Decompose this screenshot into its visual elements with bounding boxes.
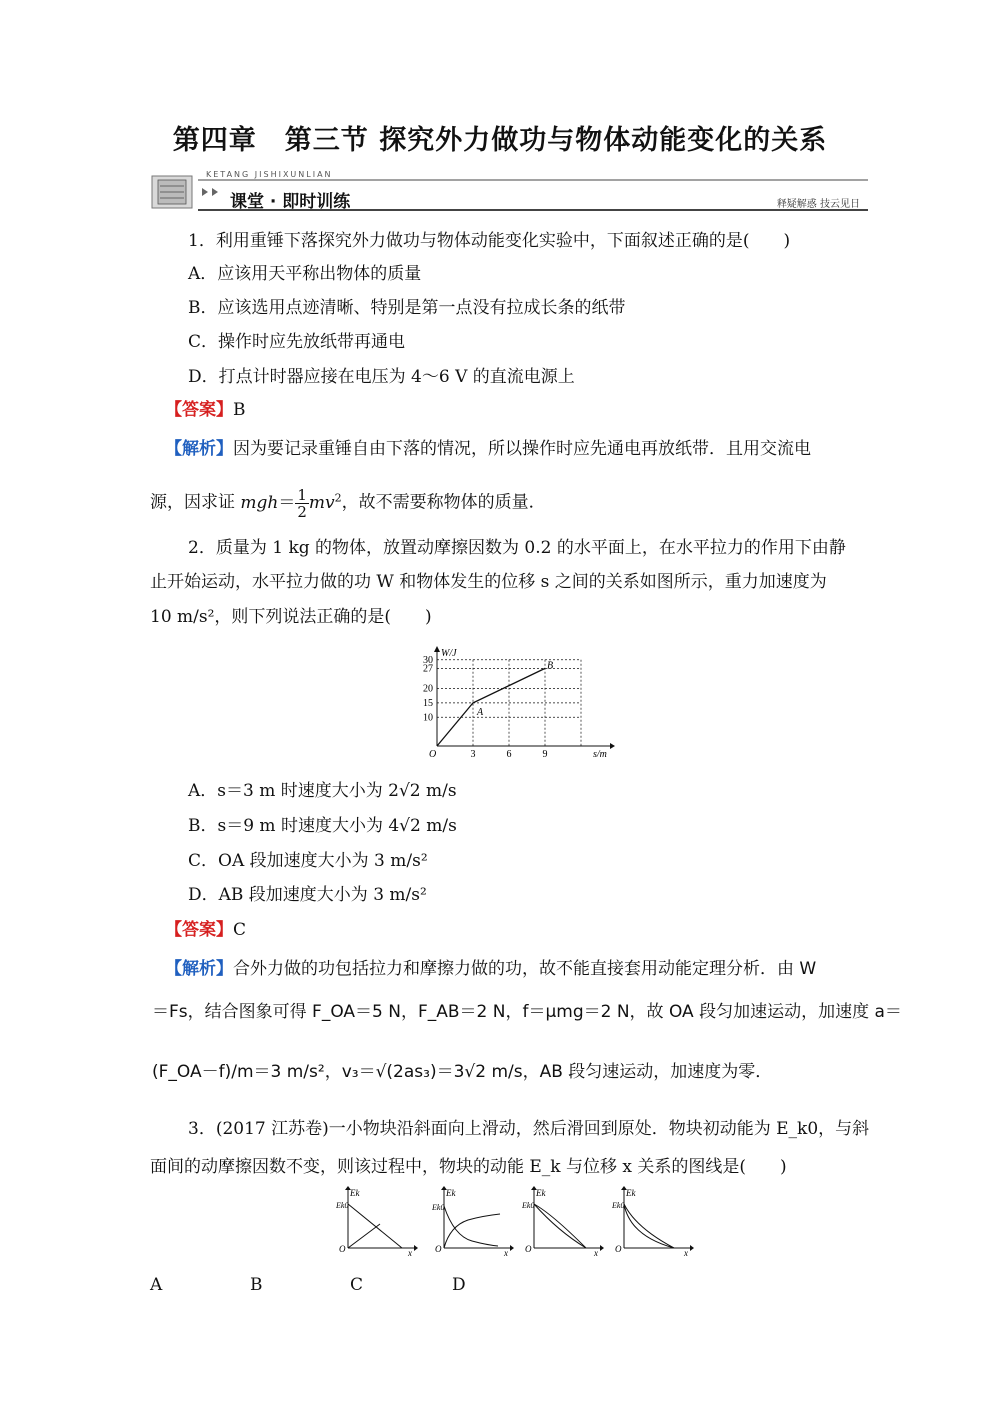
q2-analysis-line1: 【解析】合外力做的功包括拉力和摩擦力做的功，故不能直接套用动能定理分析．由 W xyxy=(165,959,817,979)
analysis-label: 【解析】 xyxy=(165,439,233,459)
q3-graph-b xyxy=(432,1186,514,1256)
q3-choice-c: C xyxy=(350,1275,364,1295)
x-axis-label: x xyxy=(594,1248,598,1256)
x-axis-arrow xyxy=(610,743,615,749)
q2-analysis-line3: (F_OA－f)/m＝3 m/s²，v₃＝√(2as₃)＝3√2 m/s，AB 段匀速运动，加速度为零． xyxy=(152,1062,773,1082)
y-tick-label: 30 xyxy=(423,654,433,666)
answer-label: 【答案】 xyxy=(165,400,233,420)
y0-label: Ek0 xyxy=(336,1201,349,1210)
x-tick-label: 3 xyxy=(470,749,476,758)
origin-label: O xyxy=(435,1244,442,1254)
q3-graph-d xyxy=(612,1186,694,1256)
q2-analysis-line2: ＝Fs，结合图象可得 F_OA＝5 N，F_AB＝2 N，f＝μmg＝2 N，故 OA 段匀加速运动，加速度 a＝ xyxy=(152,1002,902,1022)
banner-label: 课堂 · 即时训练 xyxy=(230,192,351,212)
q2-stem-line2: 止开始运动，水平拉力做的功 W 和物体发生的位移 s 之间的关系如图所示，重力加速度为 xyxy=(150,572,827,592)
q1-stem: 1．利用重锤下落探究外力做功与物体动能变化实验中，下面叙述正确的是( ) xyxy=(188,231,791,251)
analysis-label: 【解析】 xyxy=(165,959,233,979)
banner-right-text: 释疑解惑 技云见日 xyxy=(776,199,860,210)
y-tick-label: 27 xyxy=(423,663,433,675)
q3-choice-b: B xyxy=(250,1275,263,1295)
q2-answer xyxy=(165,918,246,942)
y0-label: Ek0 xyxy=(612,1201,625,1210)
x-axis-label: x xyxy=(504,1248,508,1256)
page-title: 第四章 第三节 探究外力做功与物体动能变化的关系 xyxy=(172,125,828,156)
y-tick-label: 10 xyxy=(423,712,433,724)
x-axis-label: x xyxy=(684,1248,688,1256)
y-tick-label: 20 xyxy=(423,683,433,695)
y0-label: Ek0 xyxy=(432,1203,445,1212)
y0-label: Ek0 xyxy=(522,1201,535,1210)
section-banner xyxy=(150,170,868,214)
q1-option-c: C．操作时应先放纸带再通电 xyxy=(188,332,406,352)
answer-label: 【答案】 xyxy=(165,920,233,940)
x-tick-label: 9 xyxy=(542,749,548,758)
q3-graph-c xyxy=(522,1186,604,1256)
q3-stem-line2: 面间的动摩擦因数不变，则该过程中，物块的动能 E_k 与位移 x 关系的图线是( ) xyxy=(150,1157,787,1177)
point-label-a: A xyxy=(477,706,484,718)
q1-option-d: D．打点计时器应接在电压为 4～6 V 的直流电源上 xyxy=(188,367,575,387)
q2-stem-line1: 2．质量为 1 kg 的物体，放置动摩擦因数为 0.2 的水平面上，在水平拉力的作用下由静 xyxy=(188,538,846,558)
q3-choice-a: A xyxy=(150,1275,163,1295)
q1-option-a: A．应该用天平称出物体的质量 xyxy=(188,264,422,284)
x-axis-label: s/m xyxy=(593,749,607,758)
q1-analysis-line2: 源，因求证 mgh＝ $\frac{1}{2}$ $mv^2$，故不需要称物体的质量． xyxy=(150,485,546,521)
answer-value: C xyxy=(233,920,247,940)
formula-mgh: mgh＝ $\frac{1}{2}$ $mv^2$ xyxy=(240,485,342,521)
q2-option-d: D．AB 段加速度大小为 3 m/s² xyxy=(188,885,427,905)
q3-graph-a xyxy=(336,1186,418,1256)
banner-pinyin: KETANG JISHIXUNLIAN xyxy=(206,170,333,179)
q2-stem-line3: 10 m/s²，则下列说法正确的是( ) xyxy=(150,607,432,627)
point-label-b: B xyxy=(547,660,554,672)
q2-option-c: C．OA 段加速度大小为 3 m/s² xyxy=(188,851,428,871)
q1-option-b: B．应该选用点迹清晰、特别是第一点没有拉成长条的纸带 xyxy=(188,298,626,318)
q1-answer xyxy=(165,398,246,422)
origin-label: O xyxy=(615,1244,622,1254)
y-axis-label: W/J xyxy=(441,648,457,659)
q2-w-s-chart xyxy=(415,646,615,758)
x-axis-label: x xyxy=(408,1248,412,1256)
y-axis-label: Ek xyxy=(350,1188,360,1198)
y-axis-label: Ek xyxy=(446,1188,456,1198)
q3-stem-line1: 3．(2017 江苏卷)一小物块沿斜面向上滑动，然后滑回到原处．物块初动能为 E_k0，与斜 xyxy=(188,1119,870,1139)
origin-label: O xyxy=(339,1244,346,1254)
y-axis-arrow xyxy=(434,646,440,652)
y-axis-label: Ek xyxy=(626,1188,636,1198)
y-axis-label: Ek xyxy=(536,1188,546,1198)
q2-option-a: A．s＝3 m 时速度大小为 2√2 m/s xyxy=(188,781,457,801)
origin-label: O xyxy=(429,749,437,758)
q3-choice-d: D xyxy=(452,1275,466,1295)
y-tick-label: 15 xyxy=(423,697,433,709)
x-tick-label: 6 xyxy=(506,749,512,758)
origin-label: O xyxy=(525,1244,532,1254)
q1-analysis-line1: 【解析】因为要记录重锤自由下落的情况，所以操作时应先通电再放纸带．且用交流电 xyxy=(165,439,811,459)
answer-value: B xyxy=(233,400,246,420)
q2-option-b: B．s＝9 m 时速度大小为 4√2 m/s xyxy=(188,816,457,836)
data-line xyxy=(437,668,545,746)
